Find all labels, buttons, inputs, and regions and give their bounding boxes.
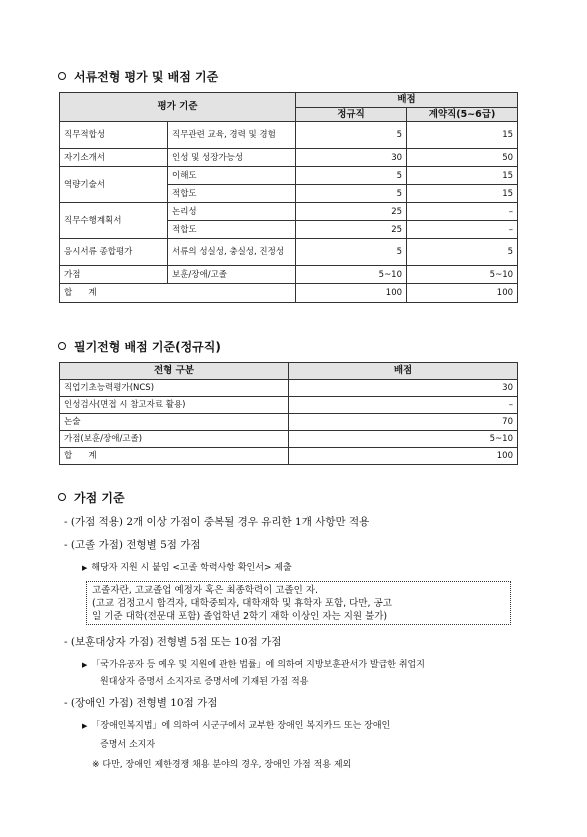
triangle-bullet-icon: ▶ (82, 722, 88, 730)
row-contract: 15 (407, 122, 518, 149)
row-contract: – (407, 203, 518, 221)
section-title-text: 가점 기준 (74, 491, 125, 505)
row-score: – (289, 397, 518, 414)
row-item: 이해도 (168, 167, 296, 185)
header-score: 배점 (296, 93, 518, 108)
section-title-document-screening (58, 68, 218, 85)
row-regular: 25 (296, 203, 407, 221)
row-group: 응시서류 종합평가 (60, 239, 168, 266)
total-label: 합 계 (60, 448, 289, 465)
section-title-text: 서류전형 평가 및 배점 기준 (74, 70, 219, 84)
row-group: 역량기술서 (60, 167, 168, 203)
row-label: 가점(보훈/장애/고졸) (60, 431, 289, 448)
row-item: 적합도 (168, 221, 296, 239)
row-regular: 25 (296, 221, 407, 239)
circle-bullet-icon (58, 493, 66, 501)
row-item: 직무관련 교육, 경력 및 경험 (168, 122, 296, 149)
row-group: 직무수행계획서 (60, 203, 168, 239)
row-item: 적합도 (168, 185, 296, 203)
box-line: 일 기준 대학(전문대 포함) 졸업학년 2학기 재학 이상인 자는 지원 불가) (92, 611, 388, 622)
section-title-written-exam (58, 338, 221, 355)
header-criteria: 평가 기준 (60, 93, 296, 122)
total-score: 100 (289, 448, 518, 465)
box-line: (고교 검정고시 합격자, 대학중퇴자, 대학재학 및 휴학자 포함, 다만, 공고 (92, 598, 392, 609)
row-label: 직업기초능력평가(NCS) (60, 380, 289, 397)
header-type: 전형 구분 (60, 363, 289, 380)
row-label: 논술 (60, 414, 289, 431)
veteran-bonus-line: - (보훈대상자 가점) 전형별 5점 또는 10점 가점 (64, 636, 282, 648)
note-text: 「국가유공자 등 예우 및 지원에 관한 법률」에 의하여 지방보훈관서가 발급한 취업지 (91, 660, 425, 670)
note-text: 해당자 지원 시 붙임 <고졸 학력사항 확인서> 제출 (91, 563, 292, 573)
highschool-bonus-line: - (고졸 가점) 전형별 5점 가점 (64, 539, 201, 551)
row-contract: 50 (407, 149, 518, 167)
row-group: 가점 (60, 266, 168, 284)
row-item: 인성 및 성장가능성 (168, 149, 296, 167)
row-item: 서류의 성실성, 충실성, 진정성 (168, 239, 296, 266)
row-regular: 30 (296, 149, 407, 167)
row-group: 직무적합성 (60, 122, 168, 149)
highschool-submit-note (82, 560, 292, 573)
row-regular: 5 (296, 122, 407, 149)
circle-bullet-icon (58, 342, 66, 350)
triangle-bullet-icon: ▶ (82, 564, 88, 572)
row-regular: 5 (296, 185, 407, 203)
section-title-bonus (58, 489, 125, 506)
highschool-definition-box (86, 581, 511, 625)
total-contract: 100 (407, 284, 518, 303)
total-regular: 100 (296, 284, 407, 303)
header-regular: 정규직 (296, 108, 407, 122)
veteran-note-2: 원대상자 증명서 소지자로 증명서에 기재된 가점 적용 (100, 677, 309, 687)
circle-bullet-icon (58, 72, 66, 80)
row-contract: – (407, 221, 518, 239)
note-text: 「장애인복지법」에 의하여 시군구에서 교부한 장애인 복지카드 또는 장애인 (91, 721, 391, 731)
total-label: 합 계 (60, 284, 296, 303)
row-score: 5~10 (289, 431, 518, 448)
row-contract: 15 (407, 167, 518, 185)
disability-exception-note: ※ 다만, 장애인 제한경쟁 채용 분야의 경우, 장애인 가점 적용 제외 (92, 760, 352, 770)
header-score: 배점 (289, 363, 518, 380)
row-regular: 5 (296, 167, 407, 185)
section-title-text: 필기전형 배점 기준(정규직) (74, 340, 221, 354)
document-screening-table (59, 92, 518, 303)
written-exam-table (59, 362, 518, 465)
row-score: 30 (289, 380, 518, 397)
disability-note-1 (82, 718, 390, 731)
row-label: 인성검사(면접 시 참고자료 활용) (60, 397, 289, 414)
triangle-bullet-icon: ▶ (82, 661, 88, 669)
row-regular: 5 (296, 239, 407, 266)
row-score: 70 (289, 414, 518, 431)
row-contract: 5 (407, 239, 518, 266)
bonus-rule-line: - (가점 적용) 2개 이상 가점이 중복될 경우 유리한 1개 사항만 적용 (64, 516, 370, 528)
row-contract: 5~10 (407, 266, 518, 284)
row-contract: 15 (407, 185, 518, 203)
veteran-note-1 (82, 657, 425, 670)
box-line: 고졸자란, 고교졸업 예정자 혹은 최종학력이 고졸인 자. (92, 585, 319, 596)
row-item: 논리성 (168, 203, 296, 221)
disability-bonus-line: - (장애인 가점) 전형별 10점 가점 (64, 697, 218, 709)
header-contract: 계약직(5~6급) (407, 108, 518, 122)
row-item: 보훈/장애/고졸 (168, 266, 296, 284)
row-group: 자기소개서 (60, 149, 168, 167)
disability-note-2: 증명서 소지자 (100, 740, 156, 750)
row-regular: 5~10 (296, 266, 407, 284)
